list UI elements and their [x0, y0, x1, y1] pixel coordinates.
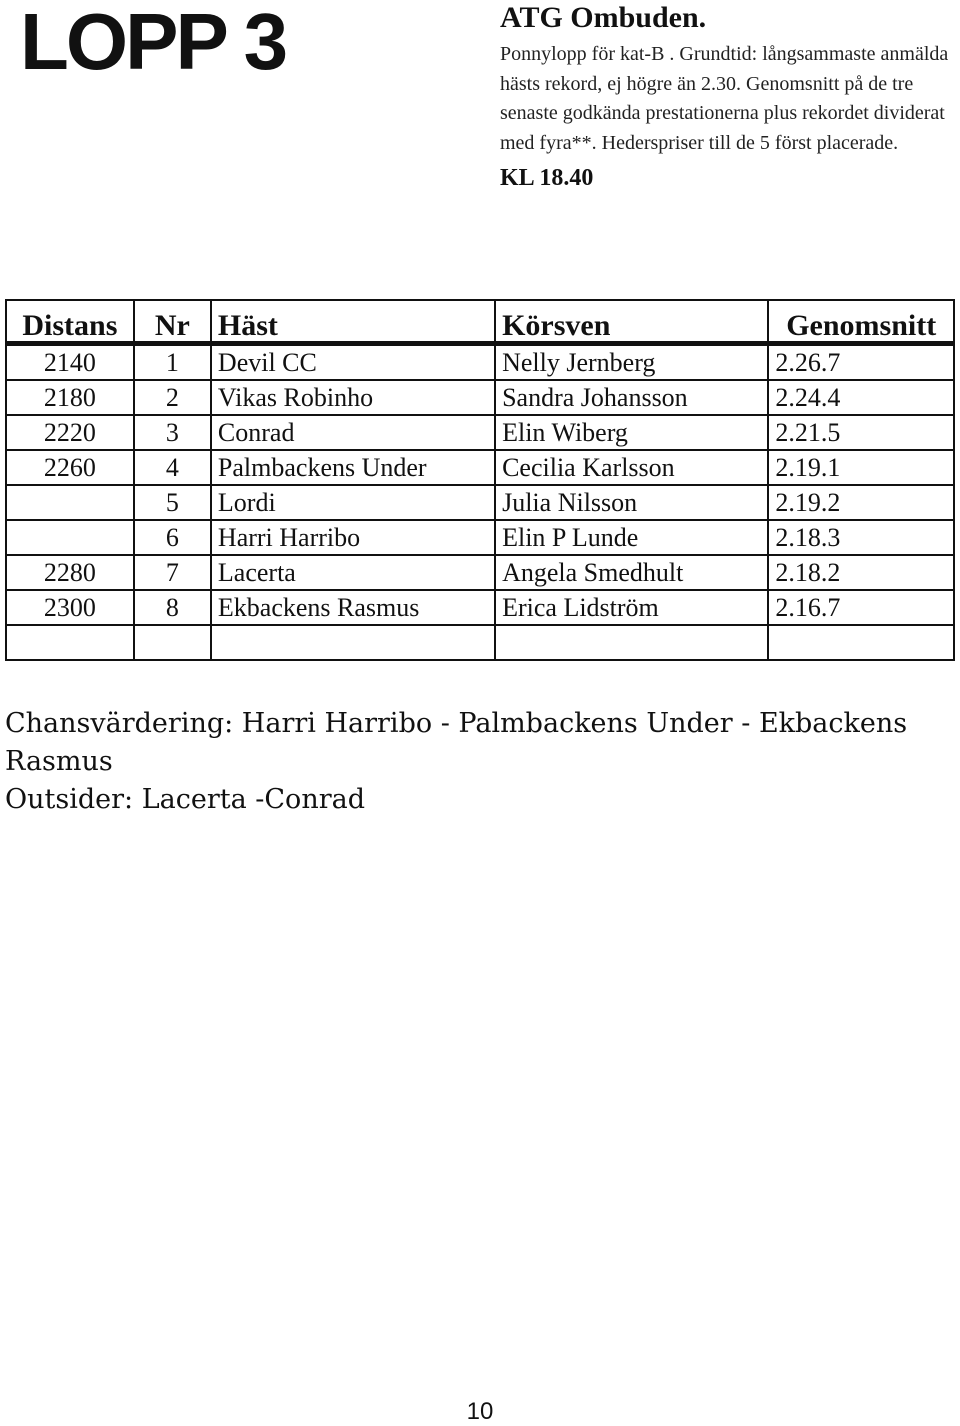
- table-row: [6, 590, 954, 625]
- header-nr: Nr: [134, 300, 211, 344]
- cell-distance: 2220: [6, 415, 134, 450]
- cell-nr: 7: [134, 555, 211, 590]
- header-average: Genomsnitt: [768, 300, 954, 344]
- cell-horse: Palmbackens Under: [211, 450, 495, 485]
- cell-distance: 2140: [6, 344, 134, 381]
- cell-average: [768, 625, 954, 660]
- cell-distance: 2180: [6, 380, 134, 415]
- cell-driver: Elin Wiberg: [495, 415, 768, 450]
- header-horse: Häst: [211, 300, 495, 344]
- cell-horse: Devil CC: [211, 344, 495, 381]
- cell-nr: 3: [134, 415, 211, 450]
- cell-horse: [211, 625, 495, 660]
- table-row: [6, 344, 954, 381]
- table-row: [6, 555, 954, 590]
- table-row: [6, 380, 954, 415]
- cell-nr: [134, 625, 211, 660]
- cell-horse: Vikas Robinho: [211, 380, 495, 415]
- cell-driver: Julia Nilsson: [495, 485, 768, 520]
- cell-distance: [6, 485, 134, 520]
- race-comment: [5, 705, 960, 819]
- cell-driver: Sandra Johansson: [495, 380, 768, 415]
- race-info: [500, 0, 950, 194]
- cell-average: 2.19.1: [768, 450, 954, 485]
- cell-horse: Conrad: [211, 415, 495, 450]
- cell-driver: Erica Lidström: [495, 590, 768, 625]
- cell-average: 2.16.7: [768, 590, 954, 625]
- cell-distance: [6, 625, 134, 660]
- race-title: LOPP 3: [20, 0, 286, 86]
- cell-average: 2.26.7: [768, 344, 954, 381]
- cell-horse: Lacerta: [211, 555, 495, 590]
- cell-horse: Ekbackens Rasmus: [211, 590, 495, 625]
- cell-average: 2.24.4: [768, 380, 954, 415]
- cell-nr: 8: [134, 590, 211, 625]
- table-header-row: [6, 300, 954, 344]
- cell-horse: Lordi: [211, 485, 495, 520]
- cell-distance: [6, 520, 134, 555]
- start-time: KL 18.40: [500, 165, 594, 191]
- cell-nr: 2: [134, 380, 211, 415]
- cell-driver: Nelly Jernberg: [495, 344, 768, 381]
- cell-distance: 2300: [6, 590, 134, 625]
- cell-driver: Cecilia Karlsson: [495, 450, 768, 485]
- page-number: 10: [466, 1398, 494, 1425]
- cell-average: 2.18.3: [768, 520, 954, 555]
- table-row-empty: [6, 625, 954, 660]
- cell-nr: 5: [134, 485, 211, 520]
- header-distance: Distans: [6, 300, 134, 344]
- organizer: ATG Ombuden.: [500, 1, 707, 34]
- chance-assessment: Chansvärdering: Harri Harribo - Palmbackens Under - Ekbackens Rasmus: [5, 708, 908, 777]
- table-row: [6, 485, 954, 520]
- table-row: [6, 520, 954, 555]
- cell-average: 2.19.2: [768, 485, 954, 520]
- cell-driver: Angela Smedhult: [495, 555, 768, 590]
- race-description: Ponnylopp för kat-B . Grundtid: långsammaste anmälda hästs rekord, ej högre än 2.30. Genomsnitt på de tre senaste godkända prestationerna plus rekordet dividerat med fyra**. Hederspriser till de 5 först placerade.: [500, 43, 949, 154]
- cell-nr: 4: [134, 450, 211, 485]
- header-driver: Körsven: [495, 300, 768, 344]
- cell-distance: 2280: [6, 555, 134, 590]
- cell-distance: 2260: [6, 450, 134, 485]
- startlist-table: [5, 299, 955, 661]
- cell-average: 2.18.2: [768, 555, 954, 590]
- cell-driver: [495, 625, 768, 660]
- table-row: [6, 450, 954, 485]
- table-row: [6, 415, 954, 450]
- outsider-tip: Outsider: Lacerta -Conrad: [5, 784, 365, 815]
- cell-driver: Elin P Lunde: [495, 520, 768, 555]
- cell-nr: 6: [134, 520, 211, 555]
- cell-average: 2.21.5: [768, 415, 954, 450]
- cell-horse: Harri Harribo: [211, 520, 495, 555]
- cell-nr: 1: [134, 344, 211, 381]
